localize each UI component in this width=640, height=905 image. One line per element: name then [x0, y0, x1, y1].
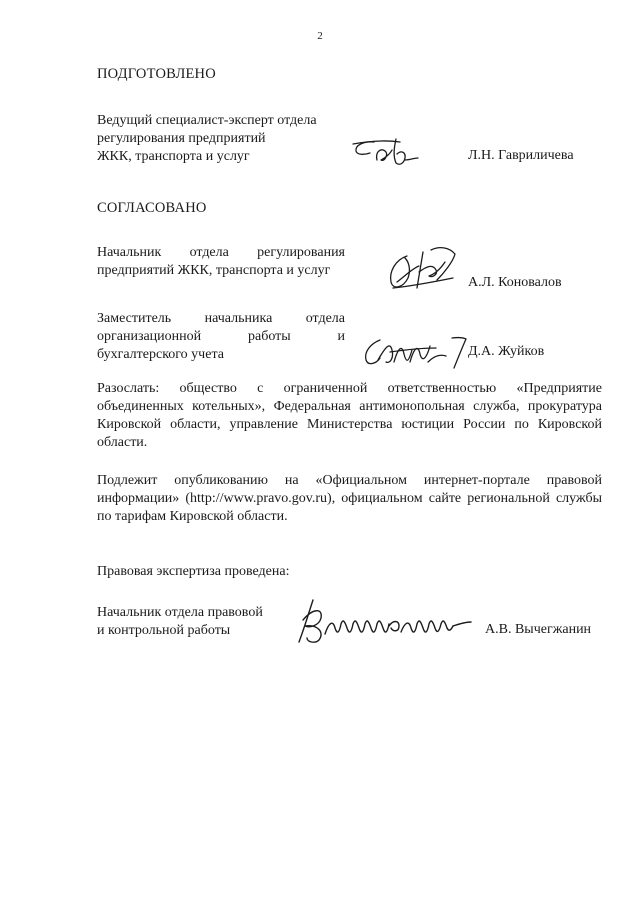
- legal-review-name: А.В. Вычегжанин: [485, 622, 592, 637]
- publication-paragraph: Подлежит опубликованию на «Официальном интернет-портале правовой информации» (http://www.pravo.gov.ru), официальном сайте региональной службы по тарифам Кировской области.: [97, 473, 602, 524]
- legal-review-position-line: и контрольной работы: [97, 623, 231, 638]
- prepared-position-line: Ведущий специалист-эксперт отдела: [97, 113, 317, 128]
- agreed-heading: СОГЛАСОВАНО: [97, 200, 207, 216]
- signature-vychegzhanin: [295, 598, 475, 646]
- prepared-heading: ПОДГОТОВЛЕНО: [97, 66, 216, 82]
- agreed-name-1: А.Л. Коновалов: [468, 275, 562, 290]
- distribution-paragraph: Разослать: общество с ограниченной ответственностью «Предприятие объединенных котельных», Федеральная антимонопольная служба, прокуратура Кировской области, управление Министерства юстиции России по Кировской области.: [97, 381, 602, 450]
- agreed-position-1: Начальник отдела регулирования предприятий ЖКК, транспорта и услуг: [97, 245, 345, 278]
- prepared-position: [97, 112, 357, 166]
- signature-gavrilicheva: [350, 136, 430, 170]
- prepared-position-line: регулирования предприятий: [97, 131, 266, 146]
- page-number: 2: [317, 30, 323, 42]
- signature-konovalov: [383, 244, 465, 292]
- legal-review-position: [97, 604, 297, 640]
- prepared-name: Л.Н. Гавриличева: [468, 148, 574, 163]
- signature-zhuykov: [360, 334, 470, 370]
- legal-review-statement: Правовая экспертиза проведена:: [97, 564, 290, 579]
- legal-review-position-line: Начальник отдела правовой: [97, 605, 263, 620]
- agreed-position-2: Заместитель начальника отдела организационной работы и бухгалтерского учета: [97, 311, 345, 362]
- prepared-position-line: ЖКК, транспорта и услуг: [97, 149, 250, 164]
- agreed-name-2: Д.А. Жуйков: [468, 344, 545, 359]
